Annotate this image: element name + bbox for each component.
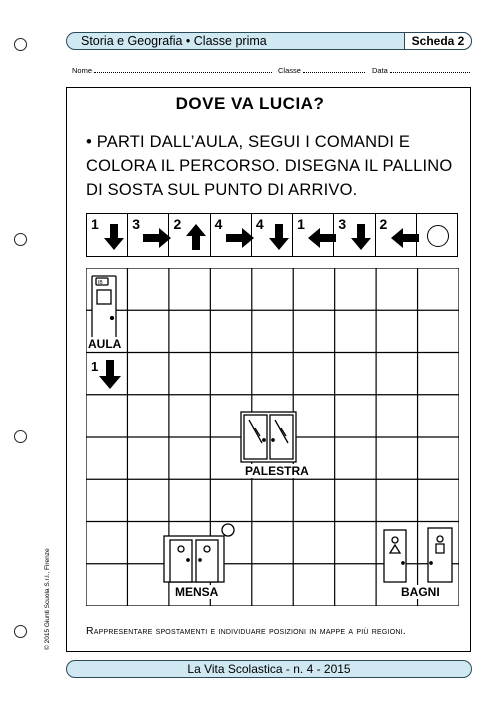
arrow-right-icon — [142, 227, 172, 249]
command-cell — [252, 214, 293, 256]
sheet-number: Scheda 2 — [404, 32, 472, 50]
name-label: Nome — [72, 66, 93, 75]
aula-sign: IB — [98, 280, 103, 286]
learning-objective: Rappresentare spostamenti e individuare posizioni in mappe a più regioni. — [86, 625, 406, 637]
stop-circle-icon[interactable] — [427, 225, 449, 247]
map-grid[interactable] — [86, 268, 459, 606]
command-count: 2 — [379, 216, 388, 232]
subject-title: Storia e Geografia • Classe prima — [81, 34, 267, 48]
command-cell — [376, 214, 417, 256]
arrow-down-icon — [103, 223, 125, 251]
arrow-left-icon — [390, 227, 420, 249]
command-count: 1 — [297, 216, 305, 232]
command-count: 2 — [173, 216, 182, 232]
binder-hole — [14, 625, 27, 638]
date-label: Data — [372, 66, 388, 75]
command-count: 3 — [132, 216, 141, 232]
arrow-right-icon — [225, 227, 255, 249]
arrow-down-icon — [350, 223, 372, 251]
copyright-notice: © 2015 Giunti Scuola S.r.l., Firenze — [44, 548, 51, 650]
aula-label: AULA — [88, 337, 122, 351]
arrow-down-icon — [99, 360, 121, 389]
arrow-up-icon — [185, 223, 207, 251]
binder-hole — [14, 430, 27, 443]
palestra-label: PALESTRA — [245, 464, 309, 478]
class-label: Classe — [278, 66, 301, 75]
command-sequence — [86, 213, 458, 257]
mensa-label: MENSA — [175, 585, 219, 599]
command-count: 3 — [338, 216, 347, 232]
bagni-label: BAGNI — [401, 585, 440, 599]
exercise-title: DOVE VA LUCIA? — [175, 94, 325, 113]
arrow-down-icon — [268, 223, 290, 251]
command-cell — [128, 214, 169, 256]
command-count: 4 — [214, 216, 223, 232]
name-field[interactable] — [72, 66, 272, 75]
binder-hole — [14, 38, 27, 51]
command-cell — [334, 214, 375, 256]
binder-hole — [14, 233, 27, 246]
canteen-doors-icon — [164, 524, 234, 582]
command-count: 1 — [91, 216, 99, 232]
command-count: 4 — [255, 216, 264, 232]
command-cell — [87, 214, 128, 256]
date-field[interactable] — [372, 66, 470, 75]
arrow-left-icon — [307, 227, 337, 249]
command-cell — [211, 214, 252, 256]
header-bar — [66, 32, 472, 50]
gym-doors-icon — [241, 412, 296, 462]
grid-lines — [86, 268, 459, 606]
instruction-text: • PARTI DALL’AULA, SEGUI I COMANDI E COLORA IL PERCORSO. DISEGNA IL PALLINO DI SOSTA SUL PUNTO DI ARRIVO. — [86, 133, 453, 199]
footer-bar: La Vita Scolastica - n. 4 - 2015 — [66, 660, 472, 678]
class-field[interactable] — [278, 66, 365, 75]
command-cell — [417, 214, 457, 256]
command-cell — [169, 214, 210, 256]
first-step-count: 1 — [91, 359, 99, 374]
classroom-door-icon — [92, 276, 116, 340]
command-cell — [293, 214, 334, 256]
